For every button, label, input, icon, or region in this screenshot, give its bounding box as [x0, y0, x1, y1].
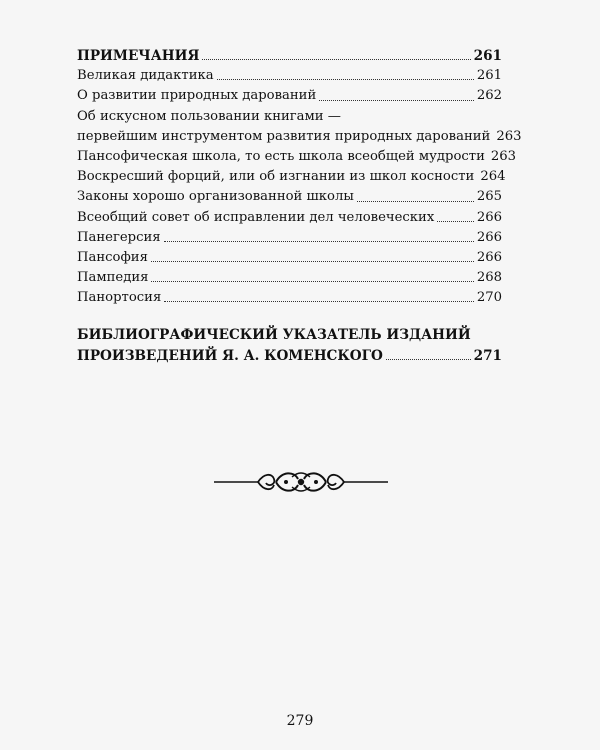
toc-page: 266 — [476, 229, 502, 245]
page-number: 279 — [286, 713, 314, 729]
toc-entry[interactable] — [77, 228, 502, 248]
toc-page: 265 — [476, 189, 502, 205]
toc-page: 263 — [496, 128, 522, 144]
toc-entry[interactable] — [77, 208, 502, 228]
toc-entry-line1: Об искусном пользовании книгами — — [77, 108, 341, 124]
toc-title: первейшим инструментом развития природных дарований — [77, 128, 491, 144]
toc-page: 268 — [476, 270, 502, 286]
toc-entry[interactable] — [77, 167, 506, 187]
toc-bibliography-line1: БИБЛИОГРАФИЧЕСКИЙ УКАЗАТЕЛЬ ИЗДАНИЙ — [77, 327, 471, 344]
spacer — [77, 308, 502, 325]
toc-page: 266 — [476, 249, 502, 265]
table-of-contents — [77, 46, 522, 366]
dot-leader — [217, 78, 474, 80]
toc-bibliography[interactable] — [77, 346, 502, 366]
dot-leader — [437, 220, 474, 222]
toc-page: 262 — [476, 88, 502, 104]
toc-page: 271 — [473, 347, 502, 364]
toc-title: Воскресший форций, или об изгнании из школ косности — [77, 169, 475, 185]
toc-page: 261 — [476, 68, 502, 84]
toc-page: 266 — [476, 209, 502, 225]
dot-leader — [164, 240, 474, 242]
dot-leader — [357, 200, 474, 202]
toc-entry[interactable] — [77, 248, 502, 268]
toc-entry[interactable] — [77, 66, 502, 86]
decorative-divider-icon — [212, 467, 390, 497]
toc-page: 263 — [490, 148, 517, 164]
dot-leader — [386, 358, 471, 360]
toc-title: Пансофия — [77, 249, 148, 265]
toc-page: 264 — [480, 169, 506, 185]
toc-title: Всеобщий совет об исправлении дел человеческих — [77, 209, 435, 225]
toc-title: Пампедия — [77, 270, 149, 286]
toc-entry[interactable] — [77, 147, 517, 167]
toc-title: О развитии природных дарований — [77, 88, 317, 104]
toc-title: ПРИМЕЧАНИЯ — [77, 48, 200, 64]
dot-leader — [151, 280, 473, 282]
toc-page: 261 — [473, 48, 502, 64]
dot-leader — [164, 300, 474, 302]
toc-title: ПРОИЗВЕДЕНИЙ Я. А. КОМЕНСКОГО — [77, 347, 383, 364]
dot-leader — [319, 99, 474, 101]
toc-entry[interactable] — [77, 187, 502, 207]
toc-title: Пансофическая школа, то есть школа всеобщей мудрости — [77, 148, 485, 164]
toc-entry[interactable] — [77, 86, 502, 106]
dot-leader — [202, 58, 470, 60]
toc-title: Панортосия — [77, 290, 162, 306]
toc-entry[interactable] — [77, 268, 502, 288]
toc-notes-heading[interactable] — [77, 46, 502, 66]
toc-title: Законы хорошо организованной школы — [77, 189, 354, 205]
toc-title: Великая дидактика — [77, 68, 214, 84]
toc-entry[interactable] — [77, 288, 502, 308]
toc-title: Панегерсия — [77, 229, 161, 245]
toc-page: 270 — [476, 290, 502, 306]
dot-leader — [151, 260, 474, 262]
toc-entry[interactable] — [77, 127, 522, 147]
